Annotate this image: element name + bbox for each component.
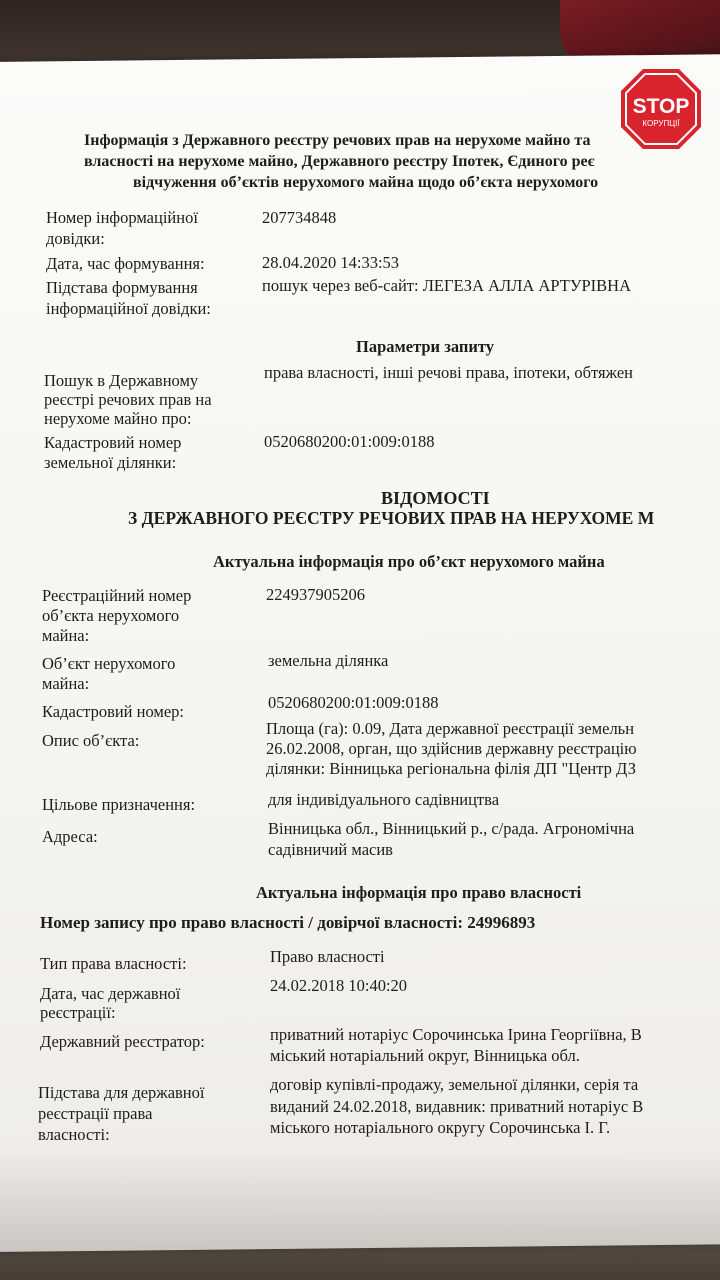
search-value: права власності, інші речові права, іпотеки, обтяжен xyxy=(264,363,633,382)
object-label-2: майна: xyxy=(42,674,90,693)
ownership-basis-label-2: реєстрації права xyxy=(38,1104,153,1123)
basis-label-2: інформаційної довідки: xyxy=(46,299,211,318)
object-label: Об’єкт нерухомого xyxy=(42,654,176,673)
registrar-label: Державний реєстратор: xyxy=(40,1032,205,1051)
ref-number-label-2: довідки: xyxy=(46,229,105,248)
search-label: Пошук в Державному xyxy=(44,371,199,390)
cadastral-label: Кадастровий номер: xyxy=(42,702,185,721)
bottom-shadow xyxy=(0,1150,720,1280)
ownership-type-value: Право власності xyxy=(270,947,385,966)
search-label-2: реєстрі речових прав на xyxy=(44,390,212,409)
description-label: Опис об’єкта: xyxy=(42,731,140,750)
svg-text:STOP: STOP xyxy=(632,95,690,118)
purpose-label: Цільове призначення: xyxy=(42,795,196,814)
ownership-basis-line2: виданий 24.02.2018, видавник: приватний нотаріус В xyxy=(270,1097,644,1116)
regnum-label-3: майна: xyxy=(42,626,90,645)
date-label: Дата, час формування: xyxy=(46,254,205,273)
regnum-label: Реєстраційний номер xyxy=(42,586,192,605)
registration-date-value: 24.02.2018 10:40:20 xyxy=(270,976,408,995)
ownership-type-label: Тип права власності: xyxy=(40,954,187,973)
svg-text:КОРУПЦІЇ: КОРУПЦІЇ xyxy=(642,119,680,128)
query-section-title: Параметри запиту xyxy=(356,337,495,356)
registration-date-label: Дата, час державної xyxy=(40,984,181,1003)
description-line3: ділянки: Вінницька регіональна філія ДП "Центр ДЗ xyxy=(266,759,636,778)
registry-subtitle: З ДЕРЖАВНОГО РЕЄСТРУ РЕЧОВИХ ПРАВ НА НЕРУХОМЕ М xyxy=(128,508,655,528)
search-label-3: нерухоме майно про: xyxy=(44,409,192,428)
doc-title-line2: власності на нерухоме майно, Державного реєстру Іпотек, Єдиного реє xyxy=(84,153,595,170)
date-value: 28.04.2020 14:33:53 xyxy=(262,253,400,272)
doc-title-line1: Інформація з Державного реєстру речових прав на нерухоме майно та xyxy=(84,132,591,149)
registrar-line2: міський нотаріальний округ, Вінницька обл. xyxy=(270,1046,580,1065)
ownership-basis-label-3: власності: xyxy=(38,1125,110,1144)
description-line2: 26.02.2008, орган, що здійснив державну реєстрацію xyxy=(266,739,637,758)
registrar-line1: приватний нотаріус Сорочинська Ірина Георгіївна, В xyxy=(270,1025,642,1044)
object-value: земельна ділянка xyxy=(268,651,389,670)
ref-number-label: Номер інформаційної xyxy=(46,208,198,227)
ownership-section-title: Актуальна інформація про право власності xyxy=(256,883,582,902)
regnum-value: 224937905206 xyxy=(266,585,365,604)
cadastral-value: 0520680200:01:009:0188 xyxy=(268,693,439,712)
cadastral-query-label-2: земельної ділянки: xyxy=(44,453,177,472)
ownership-basis-label: Підстава для державної xyxy=(38,1083,205,1102)
basis-label: Підстава формування xyxy=(46,278,198,297)
regnum-label-2: об’єкта нерухомого xyxy=(42,606,180,625)
object-section-title: Актуальна інформація про об’єкт нерухомого майна xyxy=(213,552,605,571)
address-label: Адреса: xyxy=(42,827,98,846)
registry-title: ВІДОМОСТІ xyxy=(381,488,490,508)
stop-corruption-logo xyxy=(618,66,704,152)
ownership-record-number: Номер запису про право власності / довірчої власності: 24996893 xyxy=(40,913,536,932)
ref-number-value: 207734848 xyxy=(262,208,337,227)
ownership-basis-line3: міського нотаріального округу Сорочинська І. Г. xyxy=(270,1118,611,1137)
cadastral-query-label: Кадастровий номер xyxy=(44,433,182,452)
purpose-value: для індивідуального садівництва xyxy=(268,790,500,809)
ownership-basis-line1: договір купівлі-продажу, земельної ділянки, серія та xyxy=(270,1075,639,1094)
doc-title-line3: відчуження об’єктів нерухомого майна щодо об’єкта нерухомого xyxy=(133,174,599,191)
registration-date-label-2: реєстрації: xyxy=(40,1003,116,1022)
address-line1: Вінницька обл., Вінницький р., с/рада. Агрономічна xyxy=(268,819,635,838)
cadastral-query-value: 0520680200:01:009:0188 xyxy=(264,432,435,451)
address-line2: садівничий масив xyxy=(268,840,393,859)
description-line1: Площа (га): 0.09, Дата державної реєстрації земельн xyxy=(266,719,635,738)
basis-value: пошук через веб-сайт: ЛЕГЕЗА АЛЛА АРТУРІВНА xyxy=(262,276,632,295)
